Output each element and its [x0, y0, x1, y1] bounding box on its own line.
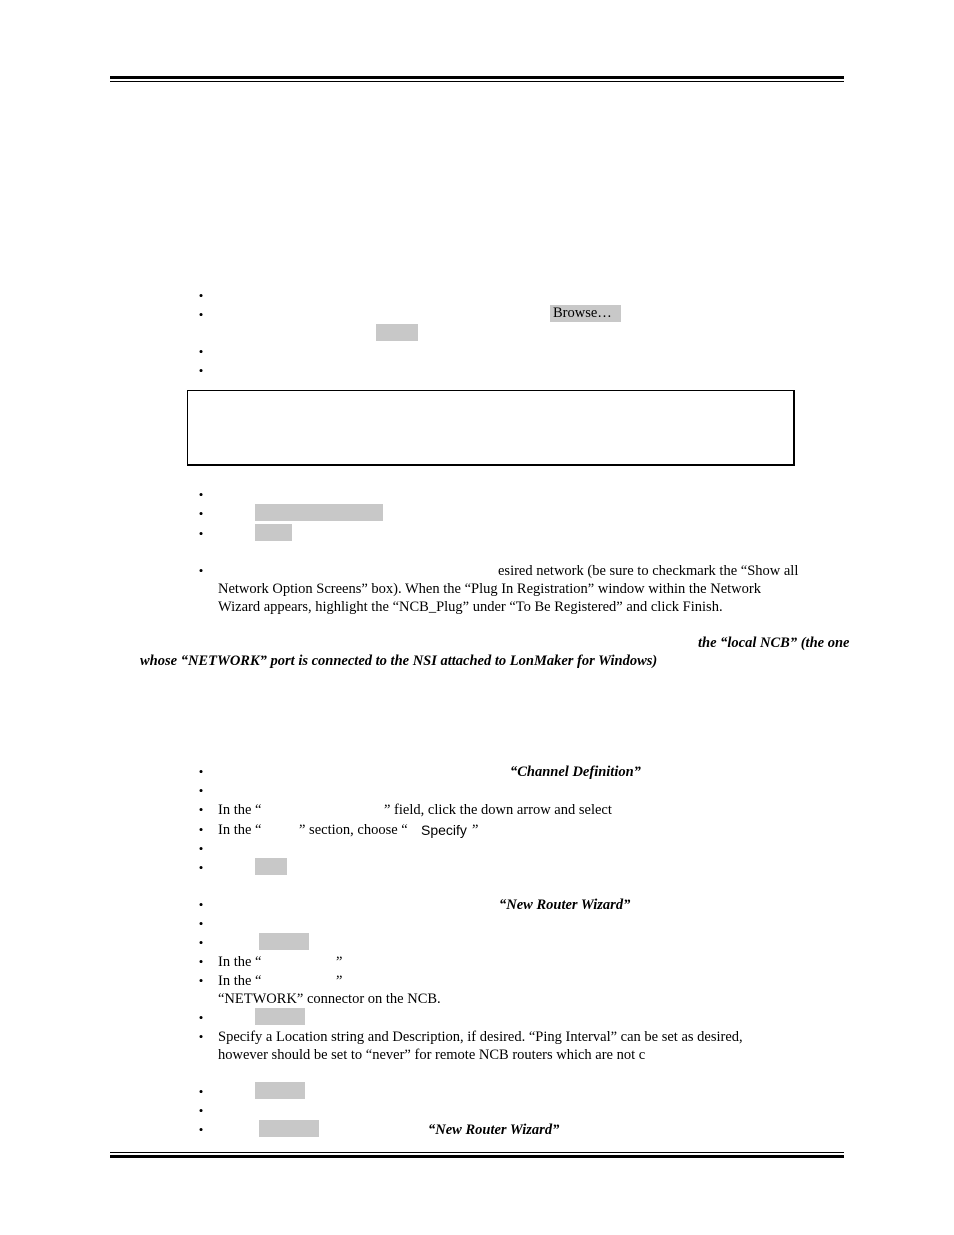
channel-definition-label: “Channel Definition”: [510, 764, 641, 780]
desired-network-line-1: esired network (be sure to checkmark the “Show all: [498, 563, 799, 579]
bullet: •: [198, 860, 204, 875]
field-prefix: In the “: [218, 954, 262, 970]
bullet: •: [198, 487, 204, 502]
bullet: •: [198, 344, 204, 359]
new-router-wizard-label: “New Router Wizard”: [499, 897, 631, 913]
highlighted-button[interactable]: [376, 324, 418, 341]
field-instruction-prefix: In the “: [218, 802, 262, 818]
network-connector-text: “NETWORK” connector on the NCB.: [218, 991, 441, 1007]
highlighted-button[interactable]: [259, 1120, 319, 1137]
highlighted-menu-item[interactable]: [255, 504, 383, 521]
bullet: •: [198, 916, 204, 931]
bullet: •: [198, 802, 204, 817]
bullet: •: [198, 764, 204, 779]
section-instruction-prefix: In the “: [218, 822, 262, 838]
location-instruction-line-1: Specify a Location string and Description, if desired. “Ping Interval” can be set as desired,: [218, 1029, 743, 1045]
bullet: •: [198, 1029, 204, 1044]
bullet: •: [198, 288, 204, 303]
bullet: •: [198, 563, 204, 578]
footer-rule: [110, 1152, 844, 1158]
bullet: •: [198, 1010, 204, 1025]
field-prefix: In the “: [218, 973, 262, 989]
desired-network-line-2: Network Option Screens” box). When the “Plug In Registration” window within the Network: [218, 581, 761, 597]
local-ncb-note-line-1: the “local NCB” (the one: [698, 635, 850, 651]
desired-network-line-3: Wizard appears, highlight the “NCB_Plug” under “To Be Registered” and click Finish.: [218, 599, 723, 615]
specify-option: Specify: [421, 822, 467, 838]
bullet: •: [198, 897, 204, 912]
bullet: •: [198, 935, 204, 950]
highlighted-button[interactable]: [255, 1008, 305, 1025]
bullet: •: [198, 783, 204, 798]
header-rule: [110, 76, 844, 82]
bullet: •: [198, 506, 204, 521]
specify-close-quote: ”: [472, 822, 479, 838]
browse-button[interactable]: Browse…: [550, 305, 621, 322]
note-box: [187, 390, 795, 466]
bullet: •: [198, 841, 204, 856]
bullet: •: [198, 954, 204, 969]
highlighted-button[interactable]: [259, 933, 309, 950]
new-router-wizard-final-label: “New Router Wizard”: [428, 1122, 560, 1138]
bullet: •: [198, 1103, 204, 1118]
location-instruction-line-2: however should be set to “never” for remote NCB routers which are not c: [218, 1047, 646, 1063]
highlighted-button[interactable]: [255, 858, 287, 875]
bullet: •: [198, 822, 204, 837]
section-instruction-suffix: ” section, choose “: [299, 822, 408, 838]
bullet: •: [198, 307, 204, 322]
local-ncb-note-line-2: whose “NETWORK” port is connected to the NSI attached to LonMaker for Windows): [140, 653, 658, 669]
field-instruction-suffix: ” field, click the down arrow and select: [384, 802, 612, 818]
bullet: •: [198, 1122, 204, 1137]
bullet: •: [198, 1084, 204, 1099]
bullet: •: [198, 363, 204, 378]
bullet: •: [198, 973, 204, 988]
highlighted-button[interactable]: [255, 524, 292, 541]
field-close-quote: ”: [336, 954, 343, 970]
field-close-quote: ”: [336, 973, 343, 989]
bullet: •: [198, 526, 204, 541]
highlighted-button[interactable]: [255, 1082, 305, 1099]
